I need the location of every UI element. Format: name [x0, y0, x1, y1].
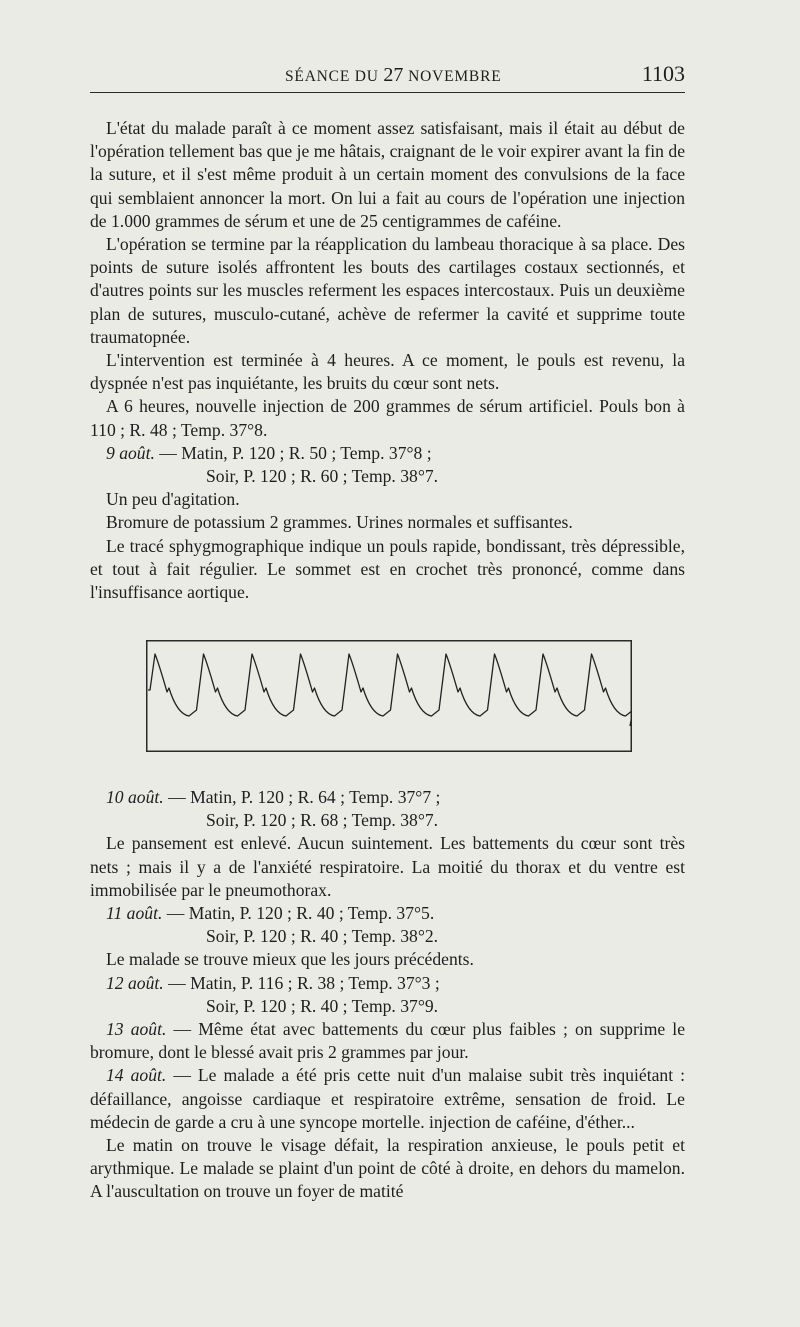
paragraph: L'état du malade paraît à ce moment assez satisfaisant, mais il était au début de l'opération tellement bas que je me hâtais, craignant de le voir expirer avant la fin de la suture, et il s'est même produit à un certain moment des convulsions de la face qui semblaient annoncer la mort. On lui a fait au cours de l'opération une injection de 1.000 grammes de sérum et une de 25 centigrammes de caféine. [90, 118, 685, 231]
running-header [90, 62, 685, 93]
paragraph: Bromure de potassium 2 grammes. Urines normales et suffisantes. [106, 512, 573, 533]
running-title: SÉANCE DU 27 NOVEMBRE [285, 64, 502, 86]
daily-entry: 9 août. — Matin, P. 120 ; R. 50 ; Temp. 37°8 ; [106, 442, 432, 463]
entry-date: 13 août. [106, 1019, 167, 1040]
paragraph: Un peu d'agitation. [106, 489, 240, 510]
evening-entry: Soir, P. 120 ; R. 68 ; Temp. 38°7. [206, 810, 439, 831]
body-text-lower [90, 786, 685, 1204]
paragraph: Le matin on trouve le visage défait, la respiration anxieuse, le pouls petit et arythmique. Le malade se plaint d'un point de côté à droite, en dehors du mamelon. A l'auscultation on trouve un foyer de matité [90, 1135, 685, 1202]
pulse-tracing-figure [146, 640, 632, 752]
paragraph: L'opération se termine par la réapplication du lambeau thoracique à sa place. Des points de suture isolés affrontent les bouts des cartilages costaux sectionnés, et d'autres points sur les muscles referment les espaces intercostaux. Puis un deuxième plan de sutures, musculo-cutané, achève de refermer la cavité et supprime toute traumatopnée. [90, 234, 685, 347]
entry-date: 11 août. [106, 903, 163, 924]
daily-entry: 11 août. — Matin, P. 120 ; R. 40 ; Temp. 37°5. [106, 903, 435, 924]
daily-entry: 10 août. — Matin, P. 120 ; R. 64 ; Temp. 37°7 ; [106, 787, 441, 807]
evening-entry: Soir, P. 120 ; R. 40 ; Temp. 37°9. [206, 995, 439, 1016]
pulse-waveform [148, 654, 632, 726]
sphygmograph-tracing [146, 640, 632, 752]
evening-entry: Soir, P. 120 ; R. 40 ; Temp. 38°2. [206, 926, 439, 947]
paragraph: Le malade se trouve mieux que les jours précédents. [106, 949, 474, 970]
paragraph: Le tracé sphygmographique indique un pouls rapide, bondissant, très dépressible, et tout à fait régulier. Le sommet est en crochet très prononcé, comme dans l'insuffisance aortique. [90, 535, 685, 603]
paragraph: Le pansement est enlevé. Aucun suintement. Les battements du cœur sont très nets ; mais il y a de l'anxiété respiratoire. La moitié du thorax et du ventre est immobilisée par le pneumothorax. [90, 833, 685, 900]
entry-date: 10 août. [106, 787, 164, 807]
daily-entry: 14 août. — Le malade a été pris cette nuit d'un malaise subit très inquiétant : défaillance, angoisse cardiaque et respiratoire extrême, sensation de froid. Le médecin de garde a cru à une syncope mortelle. injection de caféine, d'éther... [90, 1065, 685, 1132]
body-text-upper [90, 117, 685, 604]
evening-entry: Soir, P. 120 ; R. 60 ; Temp. 38°7. [206, 466, 439, 487]
page-number: 1103 [641, 61, 685, 86]
figure-frame [147, 641, 632, 752]
daily-entry: 12 août. — Matin, P. 116 ; R. 38 ; Temp. 37°3 ; [106, 972, 440, 993]
daily-entry: 13 août. — Même état avec battements du cœur plus faibles ; on supprime le bromure, dont le blessé avait pris 2 grammes par jour. [90, 1019, 686, 1063]
paragraph: A 6 heures, nouvelle injection de 200 grammes de sérum artificiel. Pouls bon à 110 ; R. 48 ; Temp. 37°8. [90, 396, 685, 440]
entry-date: 14 août. [106, 1065, 167, 1086]
paragraph: L'intervention est terminée à 4 heures. A ce moment, le pouls est revenu, la dyspnée n'est pas inquiétante, les bruits du cœur sont nets. [90, 350, 685, 394]
entry-date: 12 août. [106, 972, 164, 993]
entry-date: 9 août. [106, 442, 155, 463]
